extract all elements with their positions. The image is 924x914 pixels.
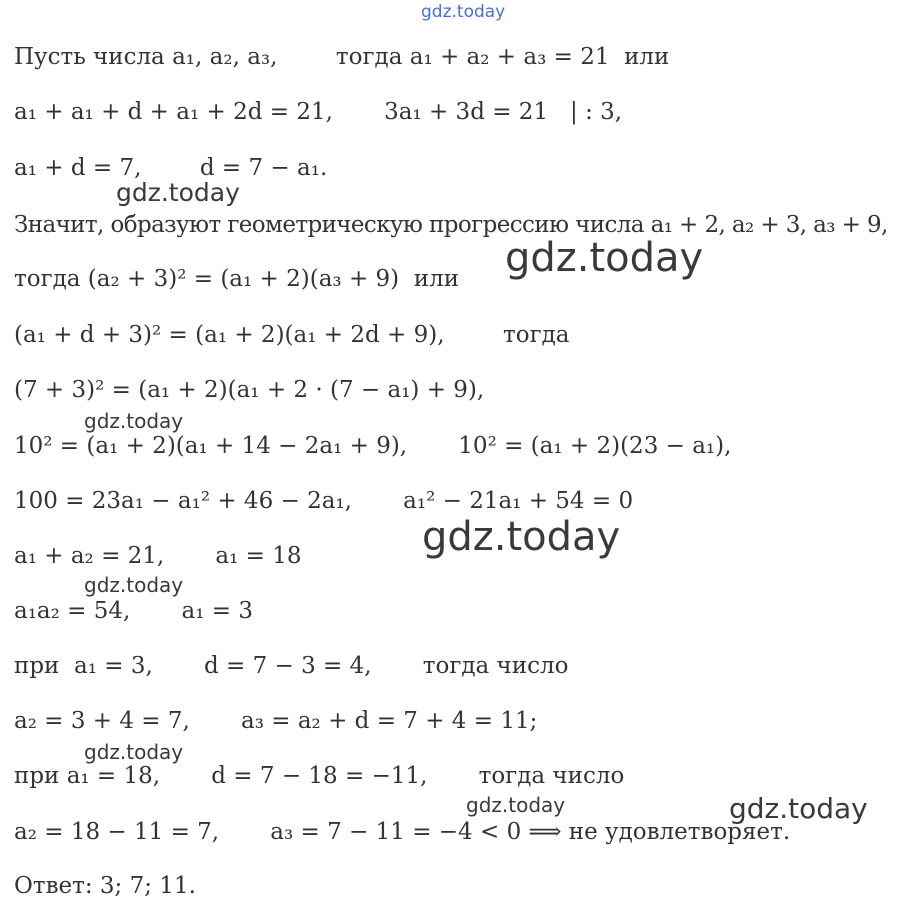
answer-line: Ответ: 3; 7; 11.	[14, 873, 196, 899]
solution-line-15: a₂ = 18 − 11 = 7, a₃ = 7 − 11 = −4 < 0 ⟹ не удовлетворяет.	[14, 819, 791, 845]
solution-line-5: тогда (a₂ + 3)² = (a₁ + 2)(a₃ + 9) или	[14, 266, 460, 292]
solution-line-12: при a₁ = 3, d = 7 − 3 = 4, тогда число	[14, 653, 569, 679]
watermark: gdz.today	[84, 573, 184, 597]
solution-line-8: 10² = (a₁ + 2)(a₁ + 14 − 2a₁ + 9), 10² = (a₁ + 2)(23 − a₁),	[14, 433, 732, 459]
solution-line-6: (a₁ + d + 3)² = (a₁ + 2)(a₁ + 2d + 9), тогда	[14, 322, 570, 348]
solution-line-2: a₁ + a₁ + d + a₁ + 2d = 21, 3a₁ + 3d = 21 | : 3,	[14, 99, 623, 125]
solution-line-10: a₁ + a₂ = 21, a₁ = 18	[14, 543, 302, 569]
watermark-top: gdz.today	[421, 2, 506, 22]
watermark: gdz.today	[84, 409, 184, 433]
solution-line-14: при a₁ = 18, d = 7 − 18 = −11, тогда число	[14, 763, 625, 789]
solution-line-7: (7 + 3)² = (a₁ + 2)(a₁ + 2 · (7 − a₁) + 9),	[14, 377, 485, 403]
watermark: gdz.today	[466, 793, 566, 817]
solution-line-3: a₁ + d = 7, d = 7 − a₁.	[14, 155, 328, 181]
watermark: gdz.today	[116, 178, 240, 207]
solution-line-13: a₂ = 3 + 4 = 7, a₃ = a₂ + d = 7 + 4 = 11;	[14, 708, 538, 734]
solution-line-4: Значит, образуют геометрическую прогрессию числа a₁ + 2, a₂ + 3, a₃ + 9,	[14, 212, 888, 238]
solution-line-11: a₁a₂ = 54, a₁ = 3	[14, 598, 253, 624]
solution-line-1: Пусть числа a₁, a₂, a₃, тогда a₁ + a₂ + a₃ = 21 или	[14, 44, 670, 70]
watermark-large: gdz.today	[422, 514, 621, 560]
watermark: gdz.today	[84, 740, 184, 764]
watermark: gdz.today	[729, 792, 868, 825]
solution-line-9: 100 = 23a₁ − a₁² + 46 − 2a₁, a₁² − 21a₁ + 54 = 0	[14, 488, 634, 514]
watermark-large: gdz.today	[505, 235, 704, 281]
